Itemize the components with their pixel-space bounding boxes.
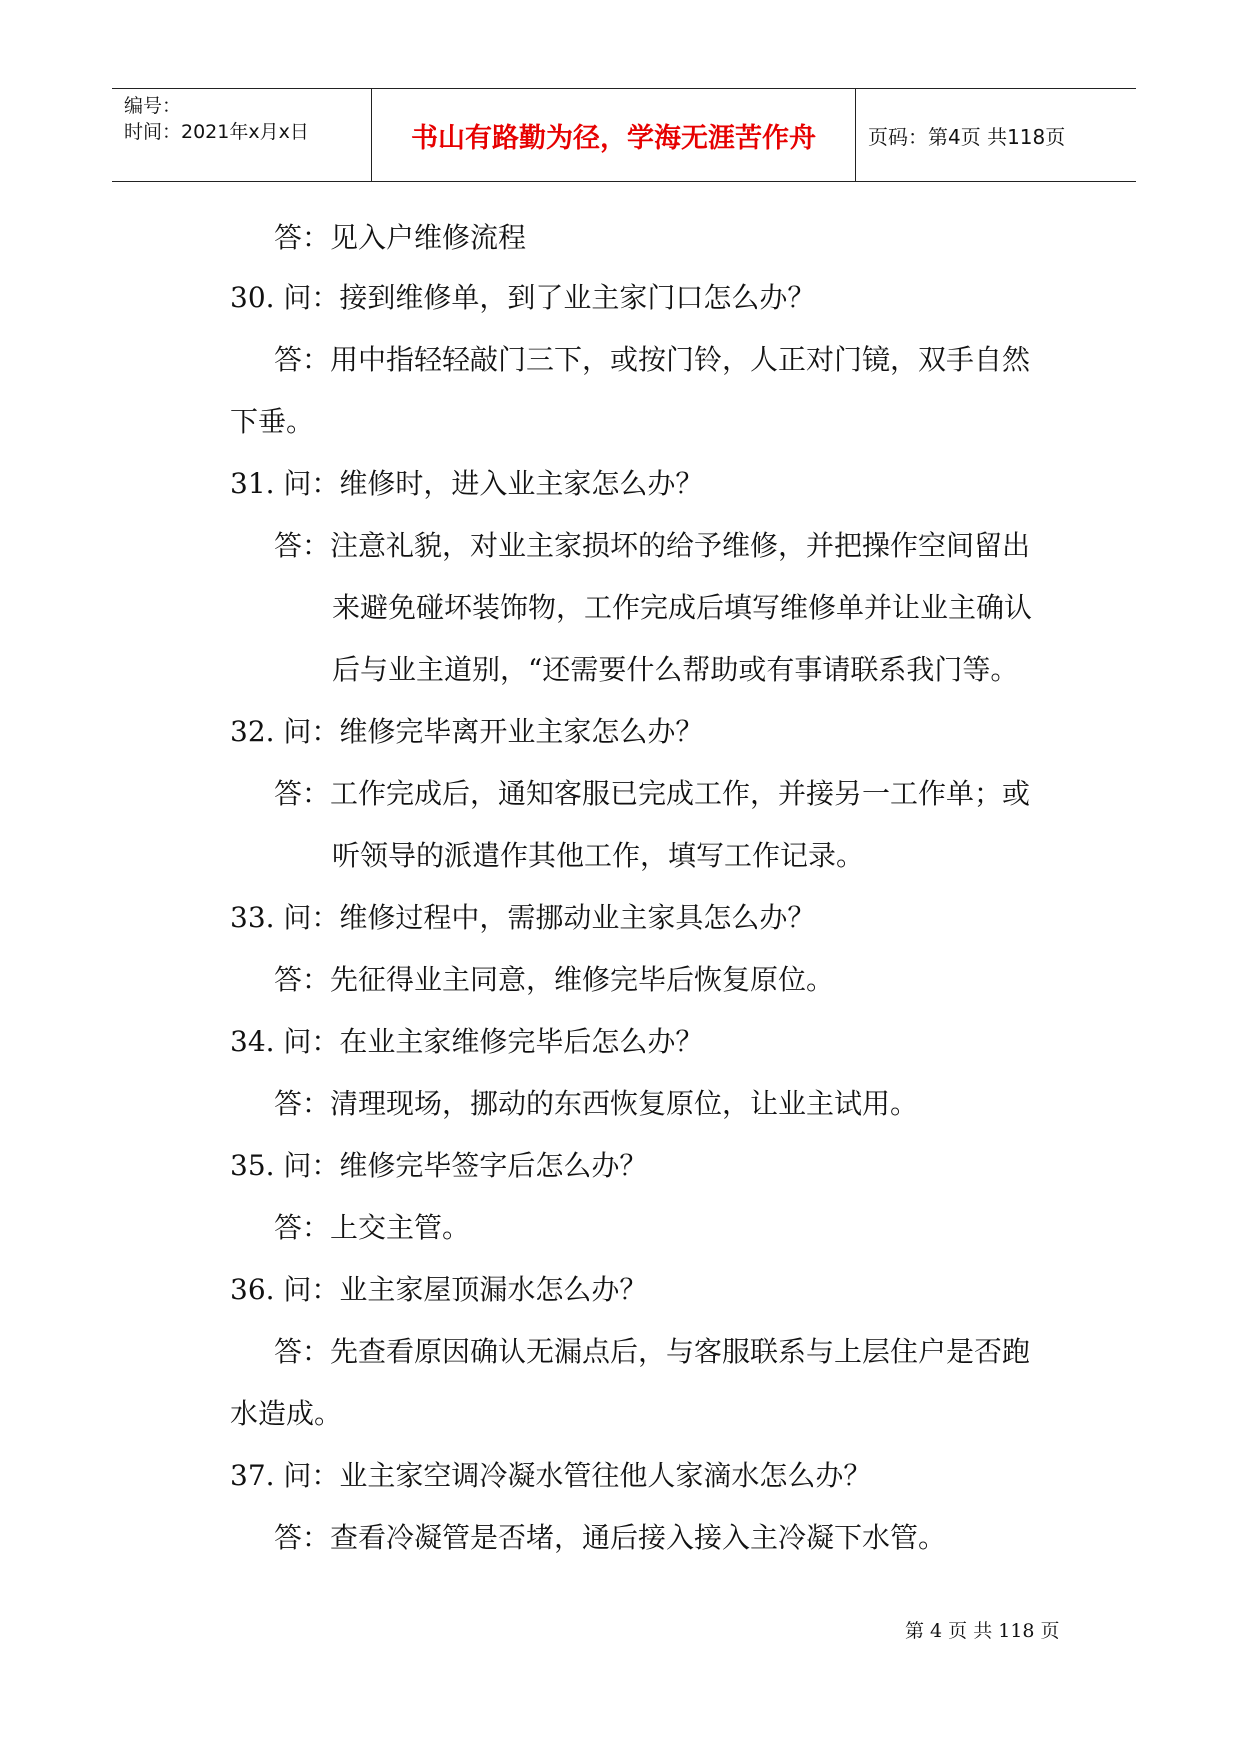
answer-continuation: 听领导的派遣作其他工作，填写工作记录。	[332, 839, 865, 872]
question-line: 32. 问：维修完毕离开业主家怎么办？	[230, 715, 704, 748]
answer-continuation: 来避免碰坏装饰物，工作完成后填写维修单并让业主确认	[332, 591, 1033, 624]
answer-line: 答：工作完成后，通知客服已完成工作，并接另一工作单；或	[274, 777, 1031, 810]
date-label: 时间：2021年x月x日	[124, 121, 309, 143]
answer-line: 答：先征得业主同意，维修完毕后恢复原位。	[274, 963, 835, 996]
answer-line: 答：先查看原因确认无漏点后，与客服联系与上层住户是否跑	[274, 1335, 1031, 1368]
question-line: 30. 问：接到维修单，到了业主家门口怎么办？	[230, 281, 816, 314]
answer-continuation: 水造成。	[230, 1397, 343, 1430]
header-page-info: 页码：第4页 共118页	[868, 124, 1066, 149]
page-header	[112, 88, 1136, 182]
header-meta	[112, 89, 372, 181]
answer-continuation: 下垂。	[230, 405, 315, 438]
answer-line: 答：用中指轻轻敲门三下，或按门铃，人正对门镜，双手自然	[274, 343, 1031, 376]
answer-line: 答：上交主管。	[274, 1211, 471, 1244]
question-line: 31. 问：维修时，进入业主家怎么办？	[230, 467, 704, 500]
question-line: 33. 问：维修过程中，需挪动业主家具怎么办？	[230, 901, 816, 934]
question-line: 34. 问：在业主家维修完毕后怎么办？	[230, 1025, 704, 1058]
header-motto: 书山有路勤为径，学海无涯苦作舟	[372, 89, 856, 181]
question-line: 35. 问：维修完毕签字后怎么办？	[230, 1149, 648, 1182]
page-footer: 第 4 页 共 118 页	[905, 1620, 1060, 1642]
question-line: 37. 问：业主家空调冷凝水管往他人家滴水怎么办？	[230, 1459, 872, 1492]
number-label: 编号：	[124, 95, 182, 117]
answer-line: 答：清理现场，挪动的东西恢复原位，让业主试用。	[274, 1087, 919, 1120]
answer-line: 答：查看冷凝管是否堵，通后接入接入主冷凝下水管。	[274, 1521, 947, 1554]
answer-continuation: 后与业主道别，“还需要什么帮助或有事请联系我门等。	[332, 653, 1019, 686]
question-line: 36. 问：业主家屋顶漏水怎么办？	[230, 1273, 648, 1306]
answer-line: 答：见入户维修流程	[274, 221, 527, 254]
answer-line: 答：注意礼貌，对业主家损坏的给予维修，并把操作空间留出	[274, 529, 1031, 562]
